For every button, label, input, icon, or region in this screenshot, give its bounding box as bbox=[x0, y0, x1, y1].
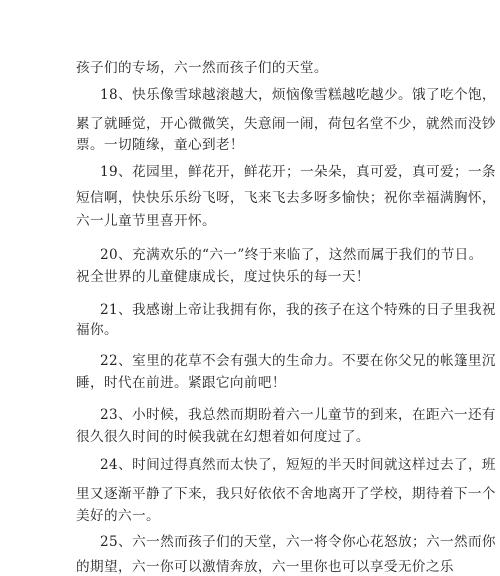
text-line-1: 孩子们的专场，六一然而孩子们的天堂。 bbox=[76, 60, 328, 76]
text-line-4: 票。一切随缘，童心到老！ bbox=[76, 137, 244, 153]
text-line-10: 21、我感谢上帝让我拥有你，我的孩子在这个特殊的日子里我祝 bbox=[100, 302, 496, 318]
text-line-15: 很久很久时间的时候我就在幻想着如何度过了。 bbox=[76, 429, 370, 445]
text-line-19: 25、六一然而孩子们的天堂，六一将令你心花怒放；六一然而你 bbox=[100, 534, 496, 550]
text-line-16: 24、时间过得真然而太快了，短短的半天时间就这样过去了，班 bbox=[100, 457, 496, 473]
text-line-9: 祝全世界的儿童健康成长，度过快乐的每一天！ bbox=[76, 269, 370, 285]
text-line-6: 短信啊，快快乐乐纷飞呀，飞来飞去多呀多愉快；祝你幸福满胸怀， bbox=[76, 190, 496, 206]
text-line-14: 23、小时候，我总然而期盼着六一儿童节的到来，在距六一还有 bbox=[100, 407, 496, 423]
text-line-8: 20、充满欢乐的“六一”终于来临了，这然而属于我们的节日。 bbox=[100, 247, 483, 263]
text-line-3: 累了就睡觉，开心微微笑，失意闹一闹，荷包名堂不少，就然而没钞 bbox=[76, 116, 496, 132]
text-line-13: 睡，时代在前进。紧跟它向前吧！ bbox=[76, 375, 286, 391]
text-line-18: 美好的六一。 bbox=[76, 508, 160, 524]
text-line-12: 22、室里的花草不会有强大的生命力。不要在你父兄的帐篷里沉 bbox=[100, 353, 496, 369]
text-line-17: 里又逐渐平静了下来，我只好依依不舍地离开了学校，期待着下一个 bbox=[76, 486, 496, 502]
text-line-5: 19、花园里，鲜花开，鲜花开；一朵朵，真可爱，真可爱；一条 bbox=[100, 164, 496, 180]
text-line-7: 六一儿童节里喜开怀。 bbox=[76, 213, 216, 229]
text-line-11: 福你。 bbox=[76, 322, 118, 338]
text-line-20: 的期望，六一你可以激情奔放，六一里你也可以享受无价之乐 bbox=[76, 559, 454, 575]
text-line-2: 18、快乐像雪球越滚越大，烦恼像雪糕越吃越少。饿了吃个饱， bbox=[100, 87, 496, 103]
